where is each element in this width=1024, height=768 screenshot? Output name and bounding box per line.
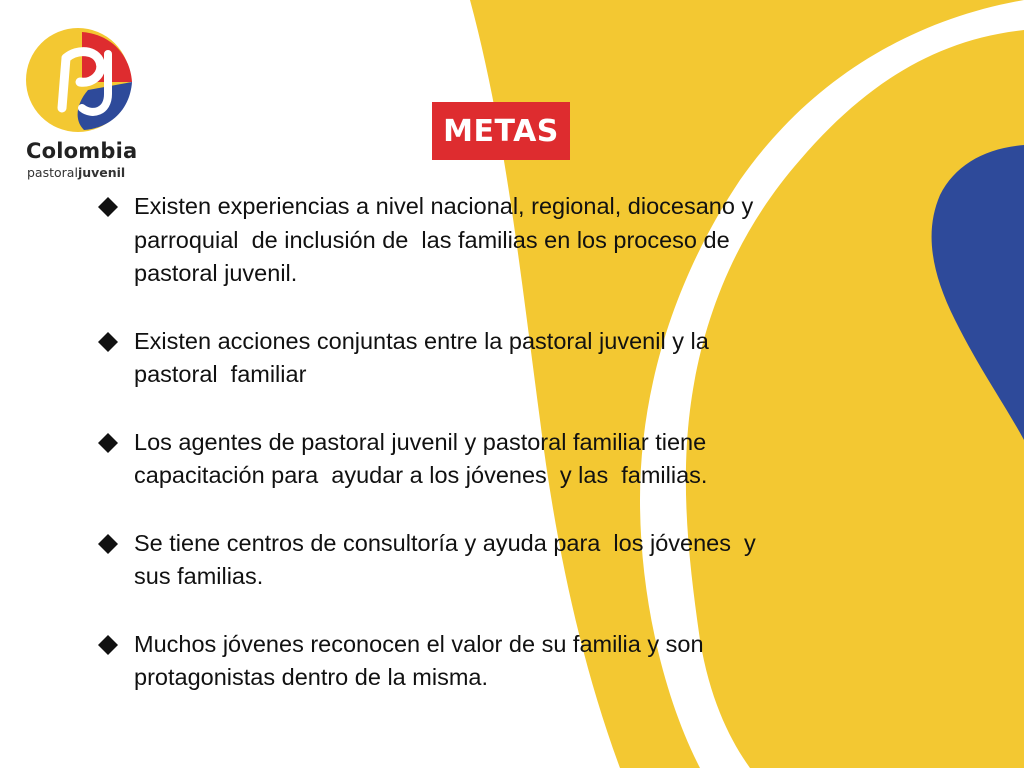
goals-list xyxy=(96,190,916,729)
goal-item xyxy=(96,426,916,493)
logo-subtitle xyxy=(27,165,125,180)
goal-text: Existen acciones conjuntas entre la pastoral juvenil y la pastoral familiar xyxy=(134,327,709,387)
goal-text: Muchos jóvenes reconocen el valor de su familia y son protagonistas dentro de la misma. xyxy=(134,630,704,690)
pj-logo-icon xyxy=(18,24,138,136)
pastoral-juvenil-logo xyxy=(18,24,146,188)
goal-item xyxy=(96,527,916,594)
goal-item xyxy=(96,628,916,695)
diamond-bullet-icon xyxy=(98,197,118,217)
goal-text: Existen experiencias a nivel nacional, regional, diocesano y parroquial de inclusión de las familias en los proceso de pastoral juvenil. xyxy=(134,193,754,286)
goal-text: Los agentes de pastoral juvenil y pastoral familiar tiene capacitación para ayudar a los jóvenes y las familias. xyxy=(134,428,708,488)
logo-sub-light: pastoral xyxy=(27,165,78,180)
goal-item xyxy=(96,190,916,291)
goal-item xyxy=(96,325,916,392)
diamond-bullet-icon xyxy=(98,433,118,453)
goal-text: Se tiene centros de consultoría y ayuda para los jóvenes y sus familias. xyxy=(134,529,756,589)
page-title: METAS xyxy=(432,102,570,160)
diamond-bullet-icon xyxy=(98,534,118,554)
logo-sub-bold: juvenil xyxy=(77,165,126,180)
logo-country-text: Colombia xyxy=(26,139,138,163)
diamond-bullet-icon xyxy=(98,332,118,352)
diamond-bullet-icon xyxy=(98,635,118,655)
